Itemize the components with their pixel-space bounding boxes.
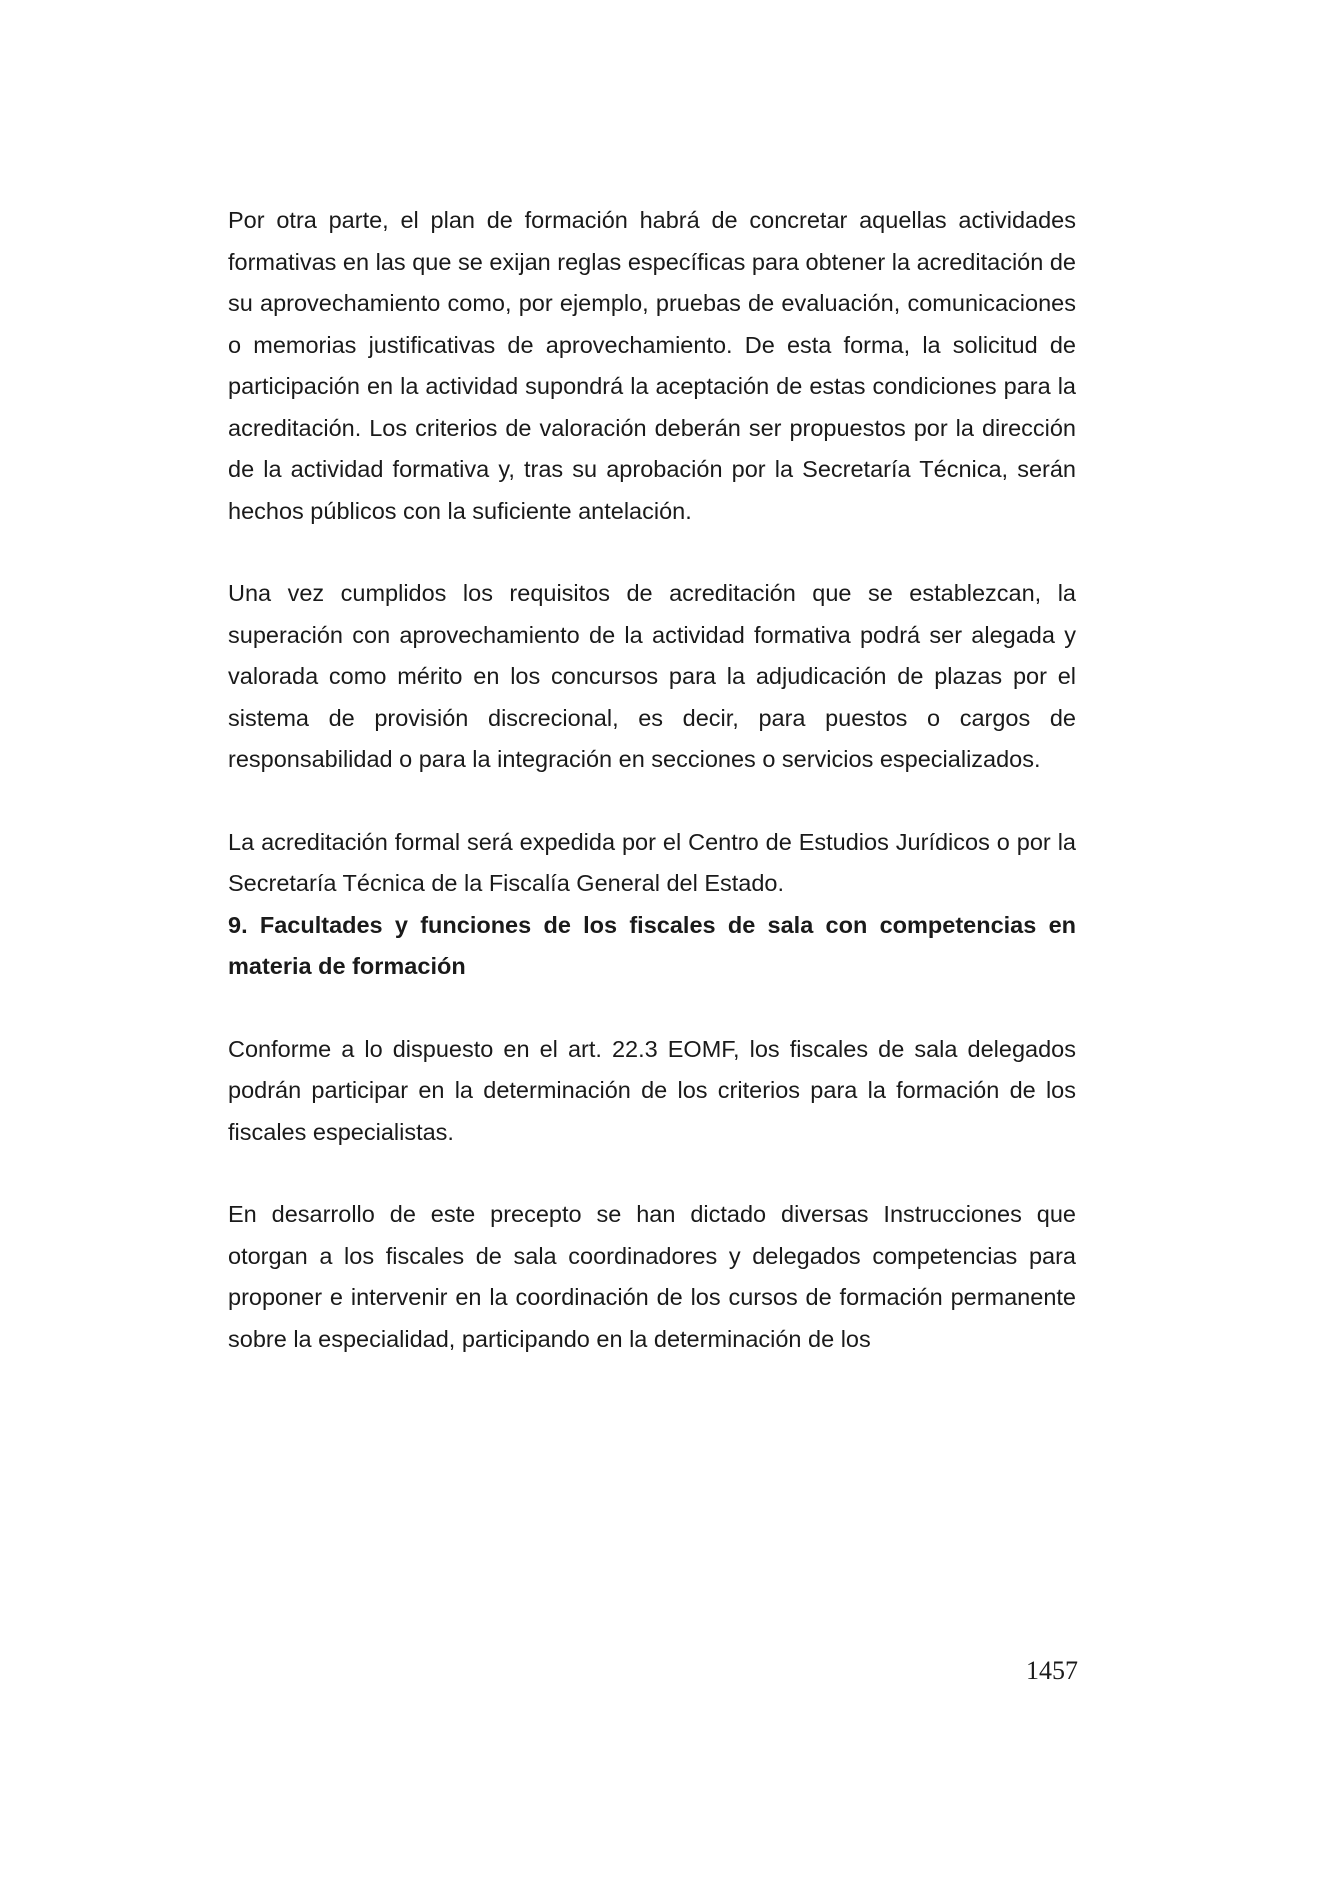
paragraph-eomf-article: Conforme a lo dispuesto en el art. 22.3 EOMF, los fiscales de sala delegados podrán participar en la determinación de los criterios para la formación de los fiscales especialistas.	[228, 1035, 1076, 1145]
paragraph-instructions-development: En desarrollo de este precepto se han dictado diversas Instrucciones que otorgan a los fiscales de sala coordinadores y delegados competencias para proponer e intervenir en la coordinación de los cursos de formación permanente sobre la especialidad, participando en la determinación de los	[228, 1201, 1076, 1352]
page-number: 1457	[1026, 1656, 1078, 1685]
paragraph-formal-accreditation: La acreditación formal será expedida por el Centro de Estudios Jurídicos o por la Secretaría Técnica de la Fiscalía General del Estado.	[228, 828, 1076, 896]
section-heading: 9. Facultades y funciones de los fiscales de sala con competencias en materia de formación	[228, 911, 1076, 979]
paragraph-merit-valuation: Una vez cumplidos los requisitos de acreditación que se establezcan, la superación con aprovechamiento de la actividad formativa podrá ser alegada y valorada como mérito en los concursos para la adjudicación de plazas por el sistema de provisión discrecional, es decir, para puestos o cargos de responsabilidad o para la integración en secciones o servicios especializados.	[228, 580, 1076, 772]
paragraph-training-plan-accreditation: Por otra parte, el plan de formación habrá de concretar aquellas actividades formativas en las que se exijan reglas específicas para obtener la acreditación de su aprovechamiento como, por ejemplo, pruebas de evaluación, comunicaciones o memorias justificativas de aprovechamiento. De esta forma, la solicitud de participación en la actividad supondrá la aceptación de estas condiciones para la acreditación. Los criterios de valoración deberán ser propuestos por la dirección de la actividad formativa y, tras su aprobación por la Secretaría Técnica, serán hechos públicos con la suficiente antelación.	[228, 207, 1076, 524]
document-page	[228, 200, 1076, 1360]
